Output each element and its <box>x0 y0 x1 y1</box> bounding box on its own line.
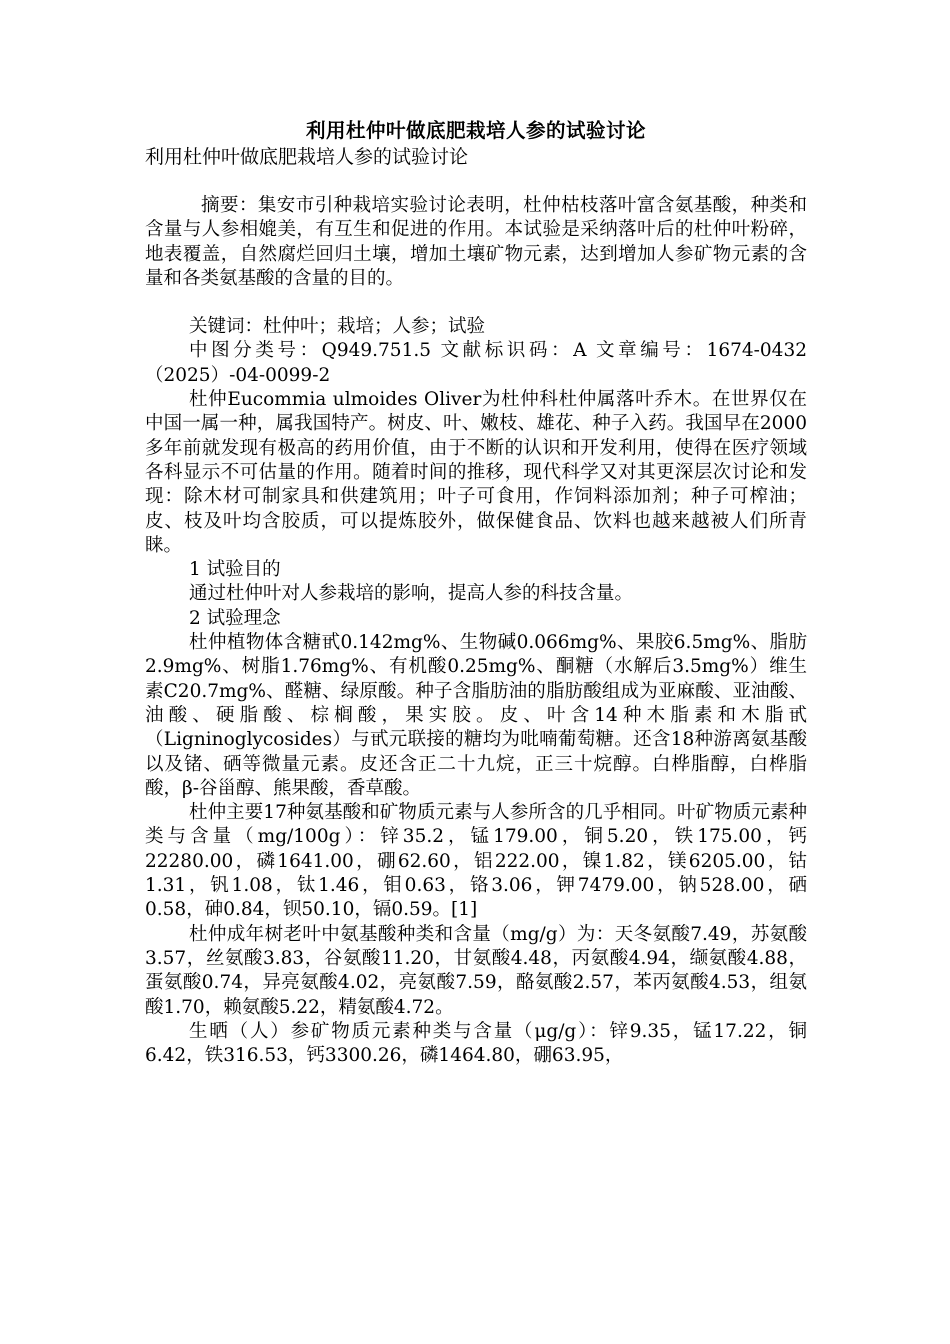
section-1-paragraph: 通过杜仲叶对人参栽培的影响，提高人参的科技含量。 <box>189 583 634 605</box>
section-2-paragraph-2: 杜仲主要17种氨基酸和矿物质元素与人参所含的几乎相同。叶矿物质元素种类与含量（mg/100g）：锌35.2，锰179.00，铜5.20，铁175.00，钙22280.00，磷1641.00，硼62.60，铝222.00，镍1.82，镁6205.00，钴1.31，钒1.08，钛1.46，钼0.63，铬3.06，钾7479.00，钠528.00，硒0.58，砷0.84，钡50.10，镉0.59。[1] <box>145 802 807 921</box>
document-page <box>145 118 807 1068</box>
intro-paragraph: 杜仲Eucommia ulmoides Oliver为杜仲科杜仲属落叶乔木。在世界仅在中国一属一种，属我国特产。树皮、叶、嫩枝、雄花、种子入药。我国早在2000多年前就发现有极高的药用价值，由于不断的认识和开发利用，使得在医疗领域各科显示不可估量的作用。随着时间的推移，现代科学又对其更深层次讨论和发现：除木材可制家具和供建筑用；叶子可食用，作饲料添加剂；种子可榨油；皮、枝及叶均含胶质，可以提炼胶外，做保健食品、饮料也越来越被人们所青睐。 <box>145 389 807 556</box>
abstract-paragraph: 摘要：集安市引种栽培实验讨论表明，杜仲枯枝落叶富含氨基酸，种类和含量与人参相媲美，有互生和促进的作用。本试验是采纳落叶后的杜仲叶粉碎，地表覆盖，自然腐烂回归土壤，增加土壤矿物元素，达到增加人参矿物元素的含量和各类氨基酸的含量的目的。 <box>145 195 807 289</box>
section-2-paragraph-4: 生晒（人）参矿物质元素种类与含量（μg/g）：锌9.35，锰17.22，铜6.42，铁316.53，钙3300.26，磷1464.80，硼63.95， <box>145 1020 807 1067</box>
document-title: 利用杜仲叶做底肥栽培人参的试验讨论 <box>305 119 646 142</box>
classification-line: 中图分类号：Q949.751.5 文献标识码：A 文章编号：1674-0432（2025）-04-0099-2 <box>145 340 807 386</box>
document-subtitle: 利用杜仲叶做底肥栽培人参的试验讨论 <box>145 146 469 168</box>
keywords-line: 关键词：杜仲叶；栽培；人参；试验 <box>189 316 486 338</box>
section-1-heading: 1 试验目的 <box>189 559 281 581</box>
section-2-heading: 2 试验理念 <box>189 607 281 629</box>
section-2-paragraph-1: 杜仲植物体含糖甙0.142mg%、生物碱0.066mg%、果胶6.5mg%、脂肪2.9mg%、树脂1.76mg%、有机酸0.25mg%、酮糖（水解后3.5mg%）维生素C20.7mg%、醛糖、绿原酸。种子含脂肪油的脂肪酸组成为亚麻酸、亚油酸、油酸、硬脂酸、棕榈酸，果实胶。皮、叶含14种木脂素和木脂甙（Ligninoglycosides）与甙元联接的糖均为吡喃葡萄糖。还含18种游离氨基酸以及锗、硒等微量元素。皮还含正二十九烷，正三十烷醇。白桦脂醇，白桦脂酸，β-谷甾醇、熊果酸，香草酸。 <box>145 632 807 799</box>
section-2-paragraph-3: 杜仲成年树老叶中氨基酸种类和含量（mg/g）为：天冬氨酸7.49，苏氨酸3.57，丝氨酸3.83，谷氨酸11.20，甘氨酸4.48，丙氨酸4.94，缬氨酸4.88，蛋氨酸0.74，异亮氨酸4.02，亮氨酸7.59，酪氨酸2.57，苯丙氨酸4.53，组氨酸1.70，赖氨酸5.22，精氨酸4.72。 <box>145 923 807 1018</box>
